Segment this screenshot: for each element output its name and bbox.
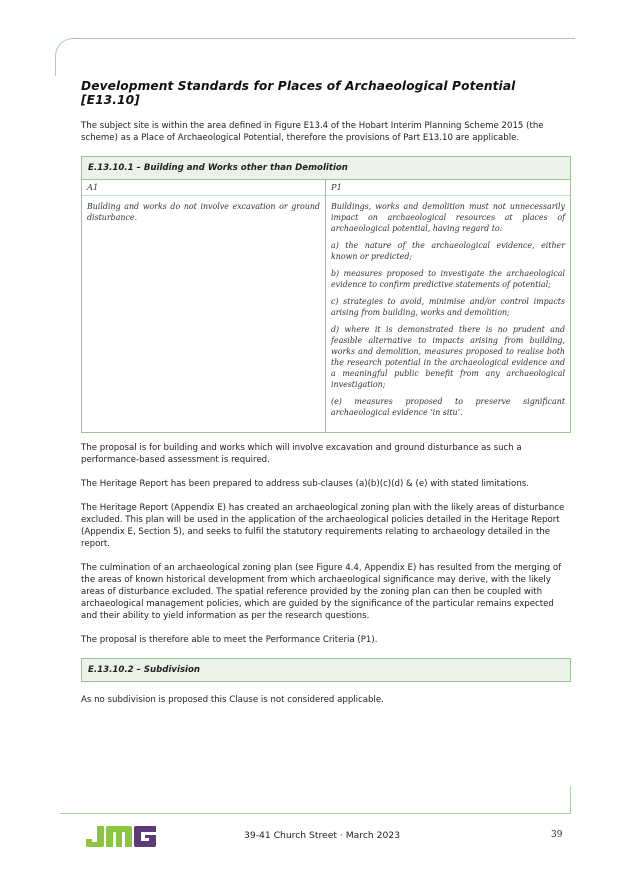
subdivision-paragraph: As no subdivision is proposed this Clause is not considered applicable.: [81, 695, 384, 705]
page-frame-top: [55, 38, 575, 76]
jmg-logo: [84, 824, 160, 848]
p1-item: b) measures proposed to investigate the archaeological evidence to confirm predictive statements of potential;: [331, 269, 565, 289]
clause-columns: [82, 180, 570, 432]
body-paragraph: The culmination of an archaeological zoning plan (see Figure 4.4, Appendix E) has resulted from the merging of the areas of known historical development from which archaeological significance may derive, with the likely areas of disturbance excluded. The spatial reference provided by the zoning plan can then be coupled with archaeological management policies, which are guided by the significance of the particular remains expected and their ability to yield information as per the research questions.: [81, 563, 562, 621]
a1-label: A1: [82, 182, 325, 196]
performance-criteria-column: [326, 180, 570, 432]
p1-label: P1: [326, 182, 570, 196]
acceptable-solution-column: [82, 180, 326, 432]
body-paragraph: The Heritage Report has been prepared to address sub-clauses (a)(b)(c)(d) & (e) with stated limitations.: [81, 479, 529, 489]
a1-text: Building and works do not involve excavation or ground disturbance.: [87, 202, 320, 222]
page-number: 39: [551, 830, 563, 840]
p1-item: c) strategies to avoid, minimise and/or control impacts arising from building, works and demolition;: [331, 297, 565, 317]
page-frame-bottom: [60, 786, 571, 814]
p1-item: (e) measures proposed to preserve significant archaeological evidence ‘in situ’.: [331, 397, 565, 417]
clause-table-building-works: [81, 156, 571, 433]
body-paragraph: The proposal is therefore able to meet the Performance Criteria (P1).: [81, 635, 378, 645]
body-paragraph: The proposal is for building and works which will involve excavation and ground disturbance as such a performance-based assessment is required.: [81, 443, 522, 465]
page-footer: [0, 822, 622, 852]
clause-title: E.13.10.1 – Building and Works other than Demolition: [82, 157, 570, 180]
body-paragraph: The Heritage Report (Appendix E) has created an archaeological zoning plan with the likely areas of disturbance excluded. This plan will be used in the application of the archaeological policies detailed in the Heritage Report (Appendix E, Section 5), and seeks to fulfil the statutory requirements relating to archaeology detailed in the report.: [81, 503, 565, 549]
section-heading: Development Standards for Places of Archaeological Potential [E13.10]: [81, 79, 516, 107]
p1-item: d) where it is demonstrated there is no prudent and feasible alternative to impacts arising from building, works and demolition, measures proposed to realise both the research potential in the archaeological evidence and a meaningful public benefit from any archaeological investigation;: [331, 325, 565, 389]
intro-paragraph: The subject site is within the area defined in Figure E13.4 of the Hobart Interim Planning Scheme 2015 (the scheme) as a Place of Archaeological Potential, therefore the provisions of Part E13.10 are applicable.: [81, 121, 544, 143]
p1-item: a) the nature of the archaeological evidence, either known or predicted;: [331, 241, 565, 261]
clause-title-subdivision: E.13.10.2 – Subdivision: [81, 658, 571, 682]
footer-address-date: 39-41 Church Street · March 2023: [244, 830, 401, 841]
page-content: [81, 79, 571, 718]
p1-item: Buildings, works and demolition must not unnecessarily impact on archaeological resources at places of archaeological potential, having regard to:: [331, 202, 565, 233]
